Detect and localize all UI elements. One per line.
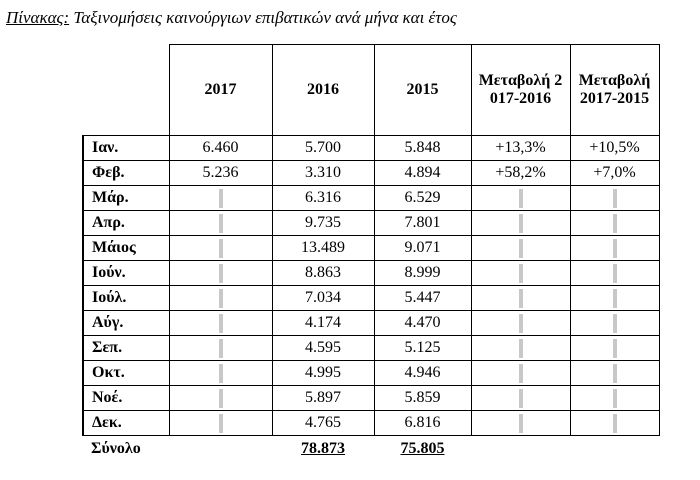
value-2016: 6.316	[272, 186, 374, 211]
table-row	[83, 261, 659, 286]
value-2016: 3.310	[272, 161, 374, 186]
month-label: Μάιος	[83, 236, 169, 261]
empty-cell-marker	[613, 414, 617, 433]
month-label: Δεκ.	[83, 411, 169, 436]
total-2015: 75.805	[400, 440, 445, 457]
empty-cell	[471, 236, 570, 261]
empty-cell-marker	[519, 264, 523, 283]
value-2015: 5.125	[374, 336, 471, 361]
empty-cell	[169, 311, 272, 336]
empty-cell	[570, 261, 659, 286]
value-2017: 5.236	[169, 161, 272, 186]
empty-cell-marker	[613, 214, 617, 233]
total-2016: 78.873	[301, 440, 345, 457]
table-row	[83, 286, 659, 311]
empty-cell	[471, 411, 570, 436]
value-2016: 4.765	[272, 411, 374, 436]
empty-cell-marker	[219, 214, 223, 233]
table-row	[83, 361, 659, 386]
header-corner	[83, 45, 169, 136]
empty-cell-marker	[613, 289, 617, 308]
total-empty-2017	[169, 436, 272, 463]
empty-cell	[169, 261, 272, 286]
empty-cell	[169, 211, 272, 236]
value-2016: 4.995	[272, 361, 374, 386]
empty-cell-marker	[219, 239, 223, 258]
value-2017: 6.460	[169, 136, 272, 161]
value-2015: 7.801	[374, 211, 471, 236]
empty-cell-marker	[519, 364, 523, 383]
empty-cell-marker	[519, 414, 523, 433]
value-2015: 5.447	[374, 286, 471, 311]
empty-cell-marker	[219, 289, 223, 308]
empty-cell	[471, 286, 570, 311]
empty-cell-marker	[219, 314, 223, 333]
empty-cell	[570, 311, 659, 336]
empty-cell	[471, 261, 570, 286]
empty-cell-marker	[519, 239, 523, 258]
empty-cell	[570, 361, 659, 386]
empty-cell	[169, 236, 272, 261]
registrations-table	[82, 44, 660, 462]
empty-cell-marker	[613, 364, 617, 383]
value-2016: 8.863	[272, 261, 374, 286]
empty-cell	[570, 411, 659, 436]
caption-text: Ταξινομήσεις καινούργιων επιβατικών ανά μήνα και έτος	[69, 8, 457, 27]
empty-cell	[471, 386, 570, 411]
empty-cell-marker	[219, 264, 223, 283]
header-2017: 2017	[169, 45, 272, 136]
month-label: Ιούν.	[83, 261, 169, 286]
value-2015: 8.999	[374, 261, 471, 286]
table-row	[83, 136, 659, 161]
empty-cell	[169, 186, 272, 211]
total-row	[83, 436, 659, 463]
total-empty-ch2	[570, 436, 659, 463]
header-change-2017-2015: Μεταβολή 2017-2015	[570, 45, 659, 136]
month-label: Φεβ.	[83, 161, 169, 186]
empty-cell	[570, 211, 659, 236]
table-row	[83, 236, 659, 261]
header-change-2017-2016: Μεταβολή 2017-2016	[471, 45, 570, 136]
caption-label: Πίνακας:	[6, 8, 70, 27]
header-2015: 2015	[374, 45, 471, 136]
value-2016: 4.595	[272, 336, 374, 361]
table-row	[83, 336, 659, 361]
empty-cell	[169, 411, 272, 436]
change-2017-2016: +13,3%	[471, 136, 570, 161]
empty-cell-marker	[219, 389, 223, 408]
table-row	[83, 211, 659, 236]
empty-cell-marker	[219, 414, 223, 433]
table-row	[83, 186, 659, 211]
value-2015: 4.946	[374, 361, 471, 386]
month-label: Ιούλ.	[83, 286, 169, 311]
empty-cell	[169, 386, 272, 411]
empty-cell	[570, 236, 659, 261]
empty-cell	[169, 286, 272, 311]
value-2015: 4.894	[374, 161, 471, 186]
table-row	[83, 311, 659, 336]
empty-cell	[471, 186, 570, 211]
month-label: Νοέ.	[83, 386, 169, 411]
empty-cell-marker	[613, 264, 617, 283]
empty-cell-marker	[519, 214, 523, 233]
empty-cell-marker	[519, 289, 523, 308]
table-row	[83, 411, 659, 436]
empty-cell-marker	[613, 239, 617, 258]
value-2015: 9.071	[374, 236, 471, 261]
empty-cell	[471, 211, 570, 236]
empty-cell	[471, 336, 570, 361]
empty-cell	[570, 186, 659, 211]
table-row	[83, 161, 659, 186]
table-row	[83, 386, 659, 411]
value-2016: 9.735	[272, 211, 374, 236]
month-label: Αύγ.	[83, 311, 169, 336]
change-2017-2016: +58,2%	[471, 161, 570, 186]
total-empty-ch1	[471, 436, 570, 463]
empty-cell	[471, 311, 570, 336]
header-row	[83, 45, 659, 136]
month-label: Οκτ.	[83, 361, 169, 386]
month-label: Ιαν.	[83, 136, 169, 161]
header-2016: 2016	[272, 45, 374, 136]
empty-cell	[169, 336, 272, 361]
month-label: Μάρ.	[83, 186, 169, 211]
total-label: Σύνολο	[91, 440, 141, 457]
month-label: Απρ.	[83, 211, 169, 236]
value-2016: 13.489	[272, 236, 374, 261]
value-2016: 5.897	[272, 386, 374, 411]
empty-cell-marker	[519, 314, 523, 333]
empty-cell-marker	[613, 389, 617, 408]
change-2017-2015: +10,5%	[570, 136, 659, 161]
value-2015: 6.816	[374, 411, 471, 436]
empty-cell	[570, 336, 659, 361]
value-2016: 5.700	[272, 136, 374, 161]
empty-cell-marker	[613, 339, 617, 358]
value-2015: 6.529	[374, 186, 471, 211]
empty-cell-marker	[519, 189, 523, 208]
empty-cell-marker	[219, 189, 223, 208]
table-caption	[6, 8, 457, 28]
empty-cell	[471, 361, 570, 386]
empty-cell	[570, 386, 659, 411]
empty-cell-marker	[219, 364, 223, 383]
value-2015: 5.848	[374, 136, 471, 161]
empty-cell-marker	[613, 189, 617, 208]
change-2017-2015: +7,0%	[570, 161, 659, 186]
month-label: Σεπ.	[83, 336, 169, 361]
value-2016: 7.034	[272, 286, 374, 311]
table-body	[83, 136, 659, 463]
empty-cell-marker	[519, 339, 523, 358]
empty-cell-marker	[613, 314, 617, 333]
value-2016: 4.174	[272, 311, 374, 336]
empty-cell	[169, 361, 272, 386]
value-2015: 4.470	[374, 311, 471, 336]
value-2015: 5.859	[374, 386, 471, 411]
empty-cell-marker	[519, 389, 523, 408]
empty-cell	[570, 286, 659, 311]
empty-cell-marker	[219, 339, 223, 358]
